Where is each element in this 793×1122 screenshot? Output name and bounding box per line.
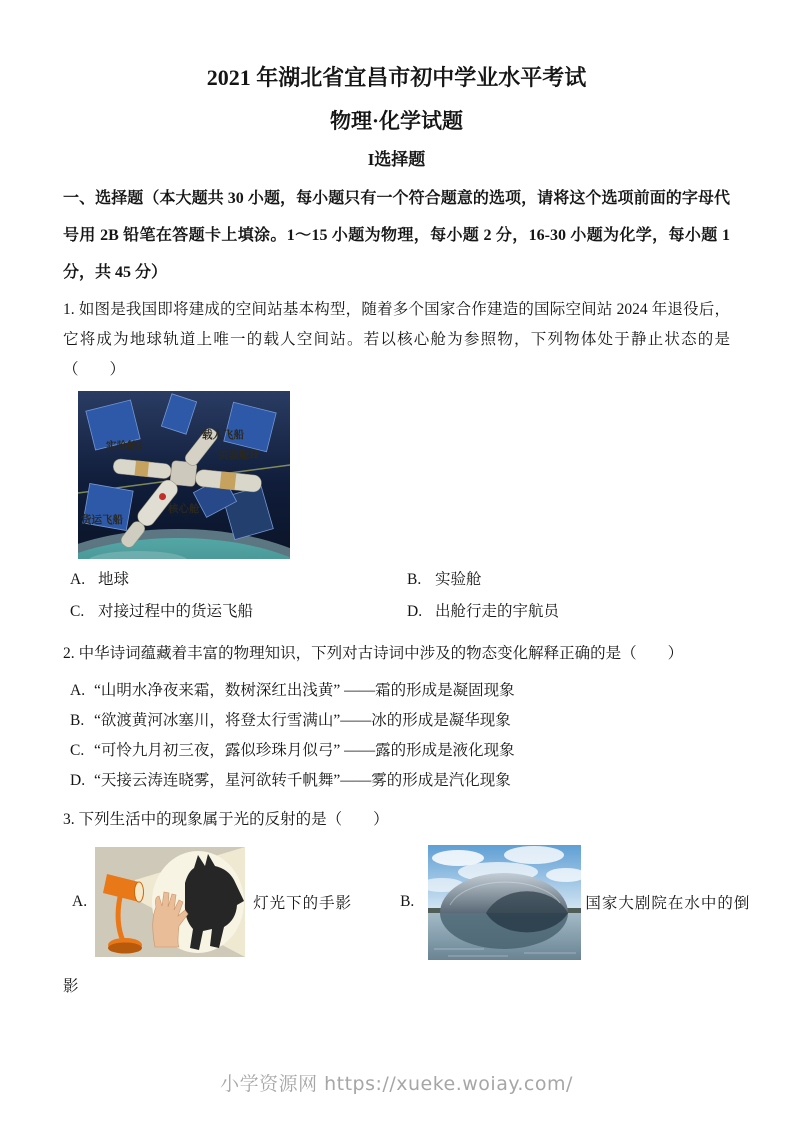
q2-option-c-label: C.	[70, 741, 85, 759]
question-1	[63, 295, 730, 385]
q1-option-c	[63, 603, 400, 621]
question-1-options	[63, 571, 730, 621]
q1-option-a-text: 地球	[98, 570, 130, 588]
q2-option-b-text: “欲渡黄河冰塞川，将登太行雪满山”——冰的形成是凝华现象	[94, 711, 511, 729]
q2-option-d-label: D.	[70, 771, 86, 789]
footer-watermark: 小学资源网 https://xueke.woiay.com/	[220, 1073, 573, 1095]
q2-option-c-text: “可怜九月初三夜，露似珍珠月似弓” ——露的形成是液化现象	[94, 741, 515, 759]
question-2	[63, 639, 730, 669]
page-subtitle: 物理·化学试题	[329, 109, 463, 134]
q1-option-a-label: A.	[70, 570, 86, 588]
label-core-module: 核心舱	[168, 503, 200, 515]
question-2-number: 2.	[63, 644, 75, 662]
question-3-options-row	[63, 845, 751, 960]
q3-option-b-caption: 国家大剧院在水中的倒	[585, 895, 751, 913]
question-1-number: 1.	[63, 300, 75, 318]
q2-option-b-label: B.	[70, 711, 85, 729]
label-experiment-module-1: 实验舱Ⅰ	[106, 440, 143, 452]
question-3-text: 下列生活中的现象属于光的反射的是（ ）	[78, 810, 389, 828]
section-heading: I选择题	[367, 150, 426, 170]
label-experiment-module-2: 实验舱Ⅱ	[218, 449, 259, 461]
hand-shadow-figure	[95, 847, 245, 957]
q1-option-d-text: 出舱行走的宇航员	[435, 602, 560, 620]
q3-option-b-label: B.	[400, 893, 415, 911]
q1-option-b-label: B.	[407, 570, 422, 588]
q1-option-c-label: C.	[70, 602, 85, 620]
q1-option-a	[63, 571, 400, 589]
q2-option-d-text: “天接云涛连晓雾，星河欲转千帆舞”——雾的形成是汽化现象	[94, 771, 511, 789]
q1-option-c-text: 对接过程中的货运飞船	[98, 602, 254, 620]
q2-option-a-text: “山明水净夜来霜，数树深红出浅黄” ——霜的形成是凝固现象	[94, 681, 515, 699]
q1-option-d-label: D.	[407, 602, 423, 620]
question-3	[63, 805, 730, 835]
q1-option-b-text: 实验舱	[435, 570, 482, 588]
q2-option-a	[63, 682, 730, 699]
q2-option-d	[63, 772, 730, 789]
question-2-text: 中华诗词蕴藏着丰富的物理知识，下列对古诗词中涉及的物态变化解释正确的是（ ）	[78, 644, 684, 662]
q1-option-b	[400, 571, 730, 589]
q3-option-a-label: A.	[72, 893, 88, 911]
q2-option-b	[63, 712, 730, 729]
label-crew-spacecraft: 载人飞船	[202, 429, 244, 441]
label-cargo-spacecraft: 货运飞船	[81, 514, 123, 526]
q1-option-d	[400, 603, 730, 621]
q3-option-b-caption-overflow: 影	[63, 977, 79, 995]
q2-option-a-label: A.	[70, 681, 86, 699]
question-1-text: 如图是我国即将建成的空间站基本构型，随着多个国家合作建造的国际空间站 2024 年退役后，它将成为地球轨道上唯一的载人空间站。若以核心舱为参照物，下列物体处于静止状态的是（ ）	[63, 300, 730, 378]
q2-option-c	[63, 742, 730, 759]
space-station-figure	[78, 391, 290, 559]
instructions-paragraph: 一、选择题（本大题共 30 小题，每小题只有一个符合题意的选项，请将这个选项前面的字母代号用 2B 铅笔在答题卡上填涂。1～15 小题为物理，每小题 2 分，16-30 小题为化学，每小题 1 分，共 45 分）	[63, 189, 730, 281]
q3-option-a-caption: 灯光下的手影	[253, 895, 353, 913]
theatre-reflection-figure	[428, 845, 581, 960]
page-title: 2021 年湖北省宜昌市初中学业水平考试	[206, 65, 587, 90]
question-3-number: 3.	[63, 810, 75, 828]
